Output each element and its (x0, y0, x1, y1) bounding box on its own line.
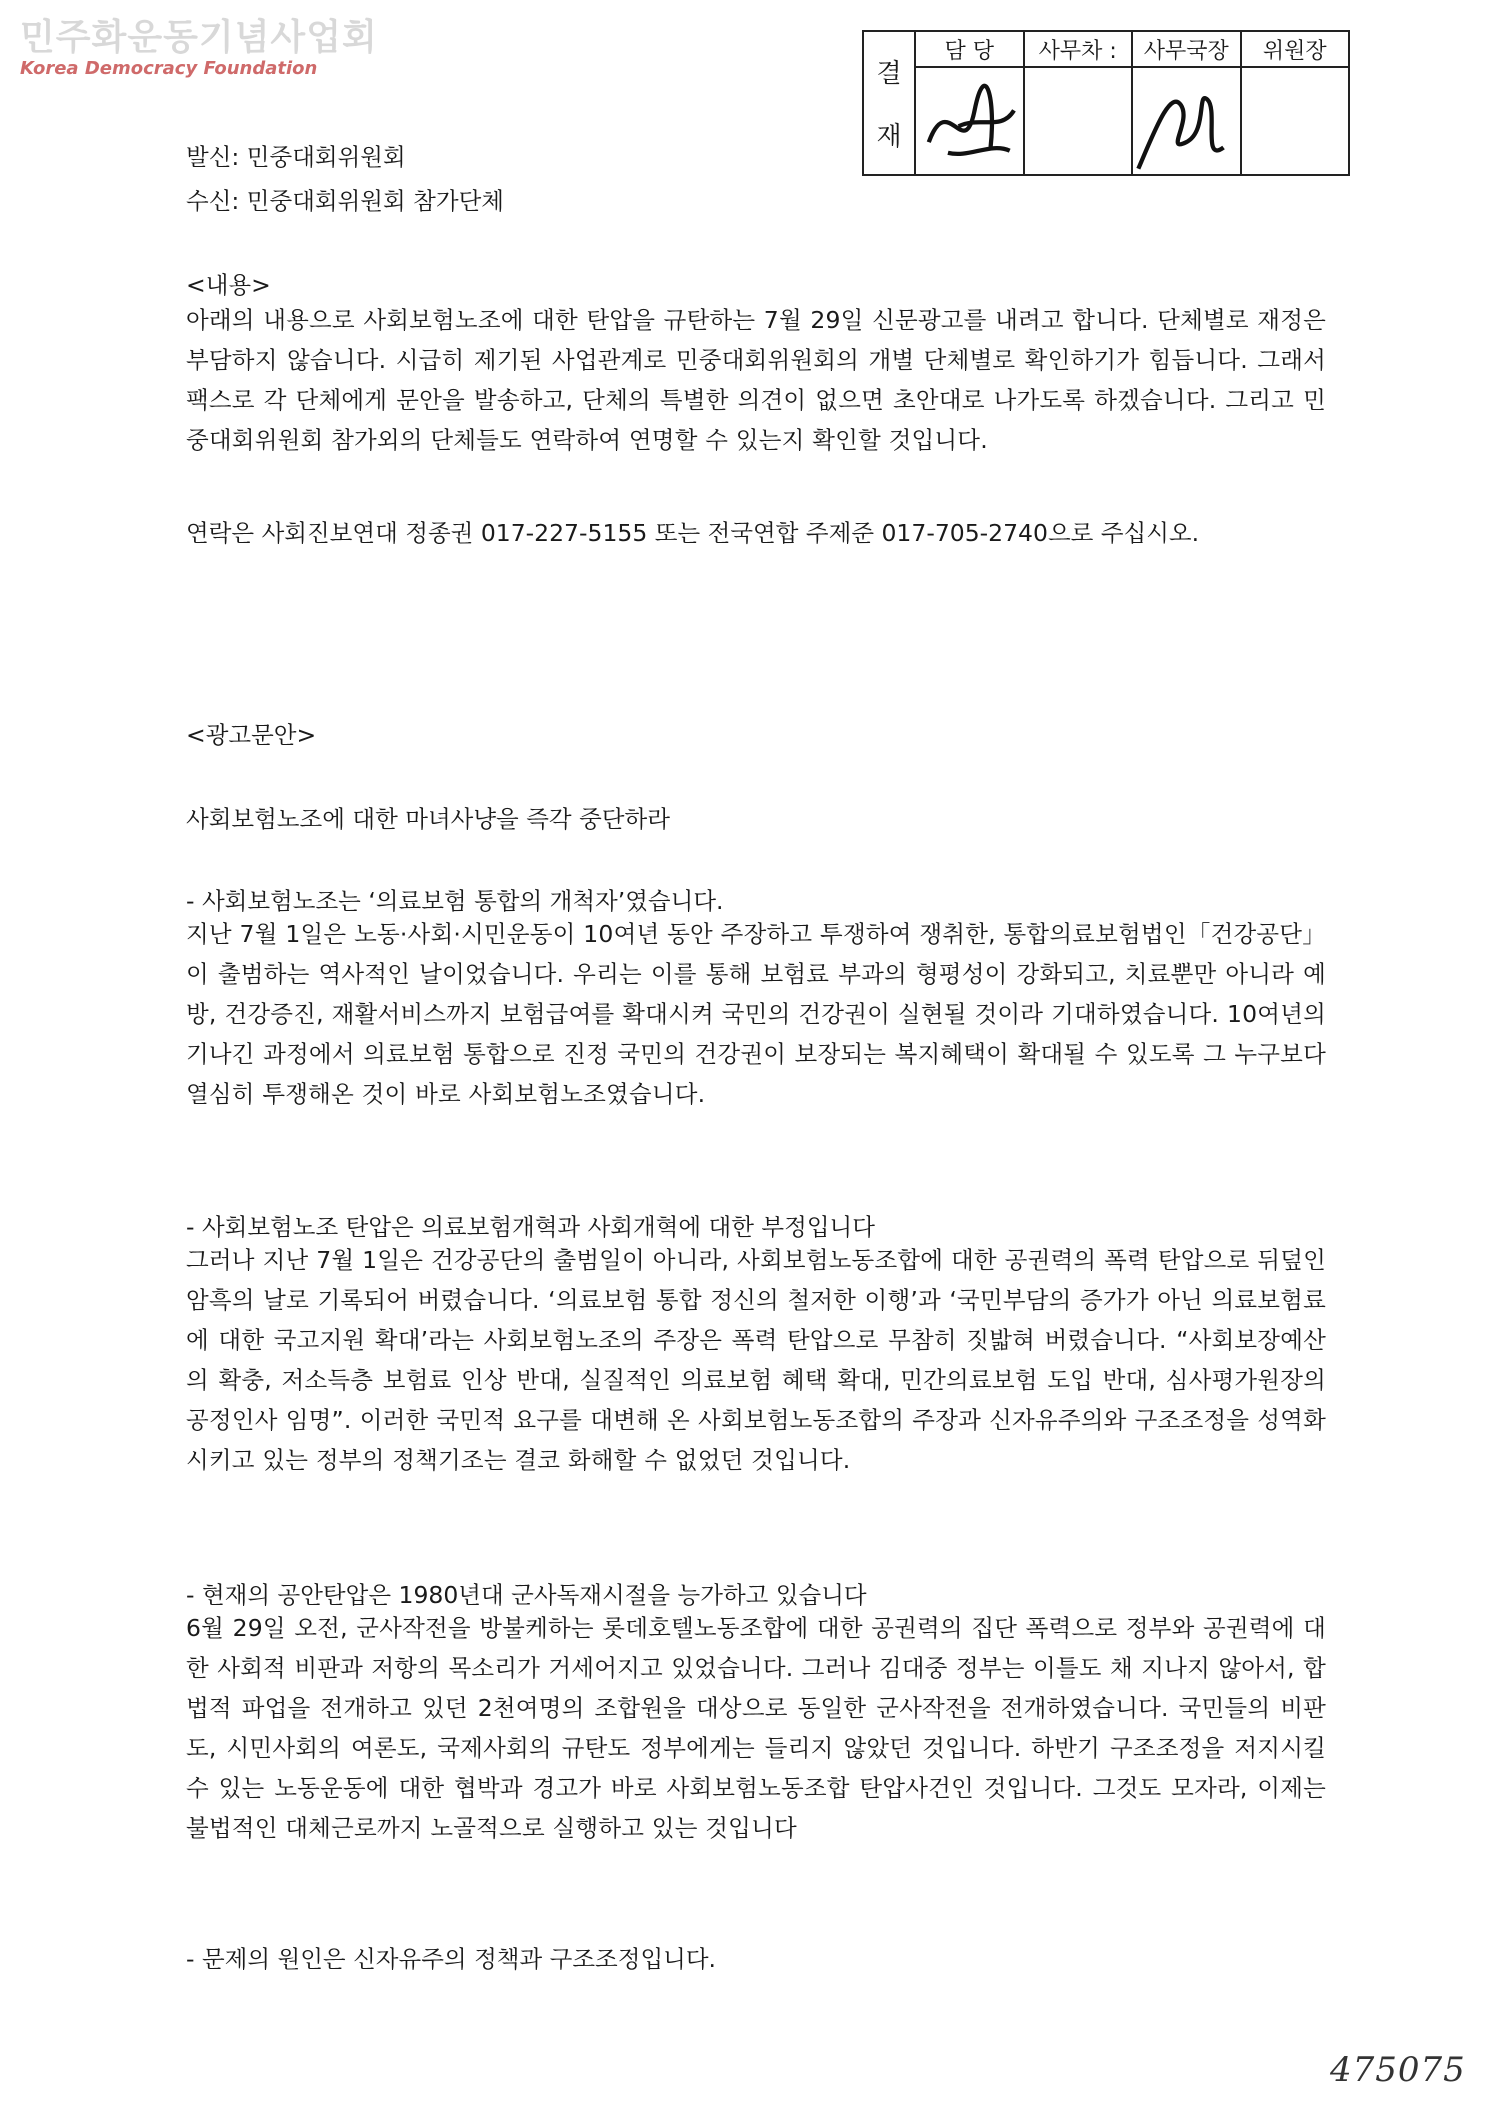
section-3-body: 6월 29일 오전, 군사작전을 방불케하는 롯데호텔노동조합에 대한 공권력의 집단 폭력으로 정부와 공권력에 대한 사회적 비판과 저항의 목소리가 거세어지고 있었습니다. 그러나 김대중 정부는 이틀도 채 지나지 않아서, 합법적 파업을 전개하고 있던 2천여명의 조합원을 대상으로 동일한 군사작전을 전개하였습니다. 국민들의 비판도, 시민사회의 여론도, 국제사회의 규탄도 정부에게는 들리지 않았던 것입니다. 하반기 구조조정을 저지시킬 수 있는 노동운동에 대한 협박과 경고가 바로 사회보험노동조합 탄압사건인 것입니다. 그것도 모자라, 이제는 불법적인 대체근로까지 노골적으로 실행하고 있는 것입니다 (186, 1614, 1326, 1842)
signature-chair (1242, 68, 1349, 174)
watermark (20, 18, 378, 80)
approval-col-chair (1242, 32, 1349, 174)
ad-title: 사회보험노조에 대한 마녀사냥을 즉각 중단하라 (186, 805, 670, 833)
approval-label (864, 32, 916, 174)
approval-head-secretary: 사무국장 (1133, 32, 1240, 68)
signature-deputy (1025, 68, 1132, 174)
signature-staff-scribble (916, 68, 1023, 174)
approval-label-bottom: 재 (876, 122, 902, 152)
approval-col-deputy (1025, 32, 1134, 174)
signature-staff (916, 68, 1023, 174)
approval-col-secretary (1133, 32, 1242, 174)
signature-secretary-scribble (1133, 68, 1240, 174)
content-body: 아래의 내용으로 사회보험노조에 대한 탄압을 규탄하는 7월 29일 신문광고를 내려고 합니다. 단체별로 재정은 부담하지 않습니다. 시급히 제기된 사업관계로 민중대회위원회의 개별 단체별로 확인하기가 힘듭니다. 그래서 팩스로 각 단체에게 문안을 발송하고, 단체의 특별한 의견이 없으면 초안대로 나가도록 하겠습니다. 그리고 민중대회위원회 참가외의 단체들도 연락하여 연명할 수 있는지 확인할 것입니다. (186, 306, 1326, 454)
section-1-body: 지난 7월 1일은 노동·사회·시민운동이 10여년 동안 주장하고 투쟁하여 쟁취한, 통합의료보험법인「건강공단」이 출범하는 역사적인 날이었습니다. 우리는 이를 통해 보험료 부과의 형평성이 강화되고, 치료뿐만 아니라 예방, 건강증진, 재활서비스까지 보험급여를 확대시켜 국민의 건강권이 실현될 것이라 기대하였습니다. 10여년의 기나긴 과정에서 의료보험 통합으로 진정 국민의 건강권이 보장되는 복지혜택이 확대될 수 있도록 그 누구보다 열심히 투쟁해온 것이 바로 사회보험노조였습니다. (186, 920, 1326, 1108)
page-number: 475075 (1330, 2050, 1466, 2090)
section-1-heading: - 사회보험노조는 ‘의료보험 통합의 개척자’였습니다. (186, 887, 724, 915)
approval-label-top: 결 (876, 59, 902, 89)
section-2-heading: - 사회보험노조 탄압은 의료보험개혁과 사회개혁에 대한 부정입니다 (186, 1213, 875, 1241)
approval-head-staff: 담 당 (916, 32, 1023, 68)
content-heading: <내용> (186, 271, 271, 299)
watermark-korean: 민주화운동기념사업회 (20, 17, 378, 58)
approval-stamp-box (862, 30, 1350, 176)
sender-line: 발신: 민중대회위원회 (186, 143, 406, 171)
section-2-body: 그러나 지난 7월 1일은 건강공단의 출범일이 아니라, 사회보험노동조합에 대한 공권력의 폭력 탄압으로 뒤덮인 암흑의 날로 기록되어 버렸습니다. ‘의료보험 통합 정신의 철저한 이행’과 ‘국민부담의 증가가 아닌 의료보험료에 대한 국고지원 확대’라는 사회보험노조의 주장은 폭력 탄압으로 무참히 짓밟혀 버렸습니다. “사회보장예산의 확충, 저소득층 보험료 인상 반대, 실질적인 의료보험 혜택 확대, 민간의료보험 도입 반대, 심사평가원장의 공정인사 임명”. 이러한 국민적 요구를 대변해 온 사회보험노동조합의 주장과 신자유주의와 구조조정을 성역화시키고 있는 정부의 정책기조는 결코 화해할 수 없었던 것입니다. (186, 1246, 1326, 1474)
approval-col-staff (916, 32, 1025, 174)
recipient-line: 수신: 민중대회위원회 참가단체 (186, 187, 504, 215)
watermark-english: Korea Democracy Foundation (20, 58, 318, 79)
signature-secretary (1133, 68, 1240, 174)
section-4-heading: - 문제의 원인은 신자유주의 정책과 구조조정입니다. (186, 1945, 717, 1973)
contact-line: 연락은 사회진보연대 정종권 017-227-5155 또는 전국연합 주제준 017-705-2740으로 주십시오. (186, 519, 1200, 547)
approval-head-deputy: 사무차 : (1025, 32, 1132, 68)
ad-heading: <광고문안> (186, 721, 317, 749)
section-3-heading: - 현재의 공안탄압은 1980년대 군사독재시절을 능가하고 있습니다 (186, 1581, 867, 1609)
approval-head-chair: 위원장 (1242, 32, 1349, 68)
